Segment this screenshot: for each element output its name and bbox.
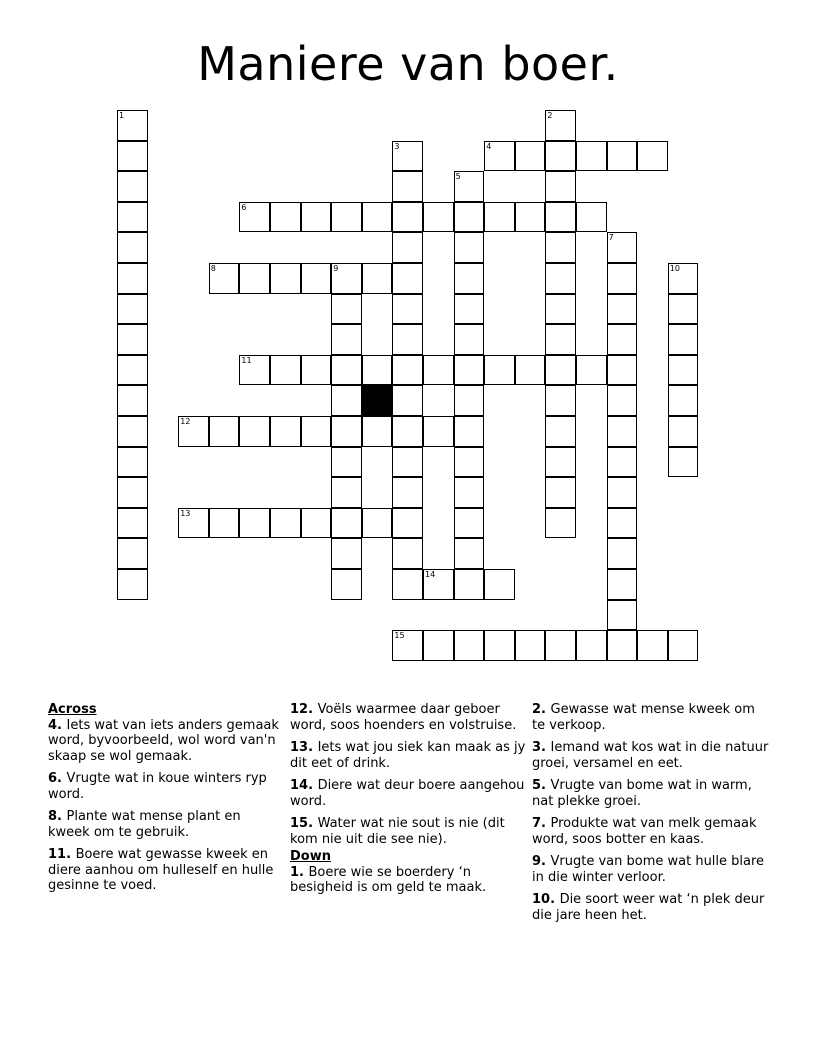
grid-cell[interactable]: [117, 569, 148, 600]
grid-cell[interactable]: [607, 569, 638, 600]
grid-cell[interactable]: [454, 569, 485, 600]
cell-number: 13: [180, 508, 191, 518]
grid-cell[interactable]: [545, 630, 576, 661]
grid-cell[interactable]: [545, 171, 576, 202]
grid-cell[interactable]: [392, 538, 423, 569]
grid-cell[interactable]: [301, 263, 332, 294]
grid-cell[interactable]: [301, 508, 332, 539]
grid-cell[interactable]: [209, 263, 240, 294]
clues-column-3: [532, 702, 772, 930]
grid-cell[interactable]: [607, 324, 638, 355]
grid-cell[interactable]: [178, 508, 209, 539]
clue-across-14: 14. Diere wat deur boere aangehou word.: [290, 778, 525, 809]
grid-cell[interactable]: [392, 355, 423, 386]
grid-cell[interactable]: [301, 202, 332, 233]
grid-cell[interactable]: [362, 508, 393, 539]
grid-cell[interactable]: [392, 141, 423, 172]
black-square: [362, 385, 393, 416]
grid-cell[interactable]: [484, 630, 515, 661]
grid-cell[interactable]: [423, 569, 454, 600]
grid-cell[interactable]: [607, 600, 638, 631]
grid-cell[interactable]: [270, 202, 301, 233]
grid-cell[interactable]: [454, 416, 485, 447]
grid-cell[interactable]: [668, 416, 699, 447]
grid-cell[interactable]: [576, 141, 607, 172]
cell-number: 10: [669, 264, 680, 273]
clue-down-3: 3. Iemand wat kos wat in die natuur groei, versamel en eet.: [532, 740, 769, 771]
grid-cell[interactable]: [117, 508, 148, 539]
clue-across-6: 6. Vrugte wat in koue winters ryp word.: [48, 771, 267, 802]
grid-cell[interactable]: [117, 538, 148, 569]
cell-number: 6: [241, 202, 247, 212]
clue-across-8: 8. Plante wat mense plant en kweek om te gebruik.: [48, 809, 241, 840]
grid-cell[interactable]: [301, 355, 332, 386]
grid-cell[interactable]: [392, 232, 423, 263]
grid-cell[interactable]: [331, 355, 362, 386]
grid-cell[interactable]: [423, 416, 454, 447]
grid-cell[interactable]: [545, 294, 576, 325]
across-heading: Across: [48, 702, 97, 717]
grid-cell[interactable]: [331, 385, 362, 416]
grid-cell[interactable]: [545, 141, 576, 172]
grid-cell[interactable]: [117, 416, 148, 447]
grid-cell[interactable]: [117, 141, 148, 172]
cell-number: 11: [241, 355, 252, 365]
grid-cell[interactable]: [117, 202, 148, 233]
clue-across-4: 4. Iets wat van iets anders gemaak word, byvoorbeeld, wol word van'n skaap se wol gemaak.: [48, 717, 279, 764]
grid-cell[interactable]: [117, 355, 148, 386]
grid-cell[interactable]: [454, 171, 485, 202]
grid-cell[interactable]: [454, 447, 485, 478]
grid-cell[interactable]: [392, 263, 423, 294]
grid-cell[interactable]: [270, 416, 301, 447]
grid-cell[interactable]: [392, 569, 423, 600]
grid-cell[interactable]: [668, 294, 699, 325]
grid-cell[interactable]: [454, 477, 485, 508]
grid-cell[interactable]: [454, 232, 485, 263]
cell-number: 2: [547, 111, 553, 120]
grid-cell[interactable]: [331, 294, 362, 325]
grid-cell[interactable]: [117, 385, 148, 416]
grid-cell[interactable]: [454, 630, 485, 661]
grid-cell[interactable]: [362, 263, 393, 294]
clue-down-2: 2. Gewasse wat mense kweek om te verkoop.: [532, 702, 755, 733]
grid-cell[interactable]: [545, 416, 576, 447]
grid-cell[interactable]: [454, 263, 485, 294]
cell-number: 7: [608, 233, 614, 243]
grid-cell[interactable]: [239, 202, 270, 233]
grid-cell[interactable]: [515, 355, 546, 386]
grid-cell[interactable]: [576, 202, 607, 233]
grid-cell[interactable]: [545, 477, 576, 508]
grid-cell[interactable]: [545, 324, 576, 355]
grid-cell[interactable]: [545, 385, 576, 416]
cell-number: 14: [425, 570, 436, 579]
grid-cell[interactable]: [607, 538, 638, 569]
grid-cell[interactable]: [607, 630, 638, 661]
clue-across-11: 11. Boere wat gewasse kweek en diere aanhou om hulleself en hulle gesinne te voed.: [48, 847, 274, 893]
grid-cell[interactable]: [270, 263, 301, 294]
grid-cell[interactable]: [484, 355, 515, 386]
grid-cell[interactable]: [607, 416, 638, 447]
grid-cell[interactable]: [454, 202, 485, 233]
grid-cell[interactable]: [392, 447, 423, 478]
grid-cell[interactable]: [331, 263, 362, 294]
grid-cell[interactable]: [117, 447, 148, 478]
grid-cell[interactable]: [607, 141, 638, 172]
grid-cell[interactable]: [515, 630, 546, 661]
grid-cell[interactable]: [239, 416, 270, 447]
grid-cell[interactable]: [423, 202, 454, 233]
cell-number: 3: [394, 141, 400, 151]
grid-cell[interactable]: [515, 202, 546, 233]
clue-down-1: 1. Boere wie se boerdery ‘n besigheid is om geld te maak.: [290, 864, 487, 895]
clue-down-9: 9. Vrugte van bome wat hulle blare in die winter verloor.: [532, 854, 765, 885]
grid-cell[interactable]: [392, 385, 423, 416]
grid-cell[interactable]: [362, 416, 393, 447]
grid-cell[interactable]: [545, 355, 576, 386]
grid-cell[interactable]: [423, 355, 454, 386]
grid-cell[interactable]: [270, 508, 301, 539]
grid-cell[interactable]: [362, 355, 393, 386]
grid-cell[interactable]: [607, 447, 638, 478]
grid-cell[interactable]: [454, 294, 485, 325]
grid-cell[interactable]: [117, 171, 148, 202]
grid-cell[interactable]: [607, 477, 638, 508]
grid-cell[interactable]: [392, 171, 423, 202]
grid-cell[interactable]: [331, 447, 362, 478]
grid-cell[interactable]: [576, 355, 607, 386]
grid-cell[interactable]: [545, 202, 576, 233]
grid-cell[interactable]: [239, 263, 270, 294]
grid-cell[interactable]: [301, 416, 332, 447]
grid-cell[interactable]: [392, 508, 423, 539]
cell-number: 9: [333, 264, 339, 273]
clue-down-10: 10. Die soort weer wat ‘n plek deur die jare heen het.: [532, 892, 765, 923]
grid-cell[interactable]: [392, 477, 423, 508]
grid-cell[interactable]: [637, 630, 668, 661]
grid-cell[interactable]: [637, 141, 668, 172]
grid-cell[interactable]: [331, 202, 362, 233]
clue-down-7: 7. Produkte wat van melk gemaak word, soos botter en kaas.: [532, 816, 757, 847]
grid-cell[interactable]: [117, 477, 148, 508]
grid-cell[interactable]: [668, 385, 699, 416]
grid-cell[interactable]: [545, 447, 576, 478]
grid-cell[interactable]: [668, 630, 699, 661]
grid-cell[interactable]: [423, 630, 454, 661]
grid-cell[interactable]: [668, 355, 699, 386]
grid-cell[interactable]: [545, 232, 576, 263]
cell-number: 1: [119, 111, 125, 120]
clues-column-1: [48, 702, 284, 901]
grid-cell[interactable]: [239, 355, 270, 386]
grid-cell[interactable]: [331, 416, 362, 447]
grid-cell[interactable]: [117, 294, 148, 325]
grid-cell[interactable]: [545, 263, 576, 294]
grid-cell[interactable]: [515, 141, 546, 172]
grid-cell[interactable]: [117, 110, 148, 141]
cell-number: 8: [210, 264, 216, 273]
clue-across-12: 12. Voëls waarmee daar geboer word, soos hoenders en volstruise.: [290, 702, 517, 733]
grid-cell[interactable]: [454, 324, 485, 355]
grid-cell[interactable]: [668, 324, 699, 355]
grid-cell[interactable]: [484, 141, 515, 172]
cell-number: 5: [455, 172, 461, 182]
grid-cell[interactable]: [454, 538, 485, 569]
grid-cell[interactable]: [331, 324, 362, 355]
grid-cell[interactable]: [607, 294, 638, 325]
grid-cell[interactable]: [545, 508, 576, 539]
down-heading: Down: [290, 849, 331, 864]
grid-cell[interactable]: [209, 416, 240, 447]
grid-cell[interactable]: [331, 508, 362, 539]
grid-cell[interactable]: [270, 355, 301, 386]
grid-cell[interactable]: [117, 324, 148, 355]
grid-cell[interactable]: [607, 508, 638, 539]
grid-cell[interactable]: [331, 569, 362, 600]
grid-cell[interactable]: [392, 416, 423, 447]
grid-cell[interactable]: [209, 508, 240, 539]
grid-cell[interactable]: [454, 508, 485, 539]
grid-cell[interactable]: [484, 202, 515, 233]
grid-cell[interactable]: [117, 232, 148, 263]
grid-cell[interactable]: [331, 538, 362, 569]
cell-number: 12: [180, 417, 191, 426]
clues-column-2: [290, 702, 526, 903]
grid-cell[interactable]: [668, 263, 699, 294]
cell-number: 15: [394, 631, 405, 641]
grid-cell[interactable]: [607, 232, 638, 263]
grid-cell[interactable]: [392, 630, 423, 661]
clue-across-13: 13. Iets wat jou siek kan maak as jy dit eet of drink.: [290, 740, 526, 771]
grid-cell[interactable]: [484, 569, 515, 600]
grid-cell[interactable]: [576, 630, 607, 661]
grid-cell[interactable]: [362, 202, 393, 233]
page-title: Maniere van boer.: [197, 37, 619, 91]
clue-down-5: 5. Vrugte van bome wat in warm, nat plekke groei.: [532, 778, 752, 809]
grid-cell[interactable]: [178, 416, 209, 447]
clue-across-15: 15. Water wat nie sout is nie (dit kom nie uit die see nie).: [290, 816, 505, 847]
grid-cell[interactable]: [239, 508, 270, 539]
grid-cell[interactable]: [454, 355, 485, 386]
grid-cell[interactable]: [117, 263, 148, 294]
cell-number: 4: [486, 141, 492, 151]
grid-cell[interactable]: [454, 385, 485, 416]
grid-cell[interactable]: [607, 263, 638, 294]
grid-cell[interactable]: [607, 385, 638, 416]
grid-cell[interactable]: [392, 324, 423, 355]
grid-cell[interactable]: [668, 447, 699, 478]
grid-cell[interactable]: [545, 110, 576, 141]
grid-cell[interactable]: [392, 202, 423, 233]
grid-cell[interactable]: [607, 355, 638, 386]
grid-cell[interactable]: [392, 294, 423, 325]
grid-cell[interactable]: [331, 477, 362, 508]
